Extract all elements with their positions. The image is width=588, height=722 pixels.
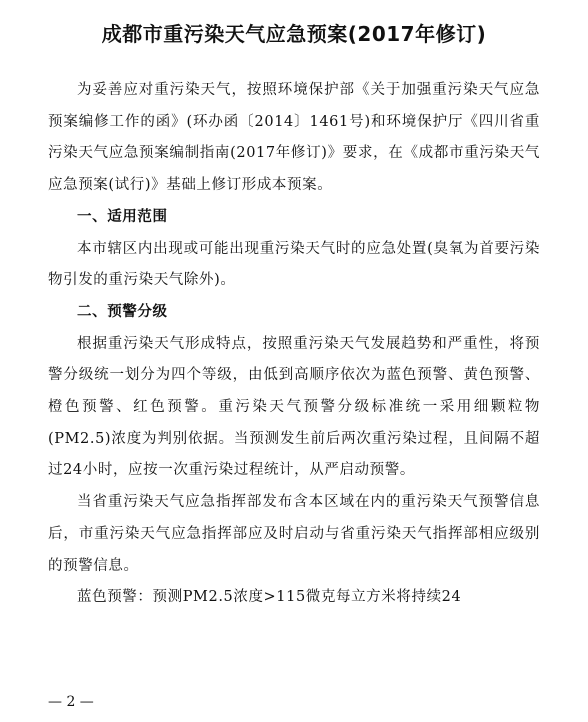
intro-paragraph: 为妥善应对重污染天气，按照环境保护部《关于加强重污染天气应急预案编修工作的函》(环办函〔2014〕1461号)和环境保护厅《四川省重污染天气应急预案编制指南(2017年修订)》要求，在《成都市重污染天气应急预案(试行)》基础上修订形成本预案。 (48, 82, 540, 194)
document-title: 成都市重污染天气应急预案(2017年修订) (101, 22, 487, 46)
document-body (48, 75, 540, 614)
section-heading-warning-levels: 二、预警分级 (77, 303, 168, 320)
scope-paragraph: 本市辖区内出现或可能出现重污染天气时的应急处置(臭氧为首要污染物引发的重污染天气除外)。 (48, 240, 540, 289)
warning-levels-paragraph: 根据重污染天气形成特点，按照重污染天气发展趋势和严重性，将预警分级统一划分为四个等级，由低到高顺序依次为蓝色预警、黄色预警、橙色预警、红色预警。重污染天气预警分级标准统一采用细颗粒物(PM2.5)浓度为判别依据。当预测发生前后两次重污染过程，且间隔不超过24小时，应按一次重污染过程统计，从严启动预警。 (48, 335, 540, 479)
blue-warning-paragraph: 蓝色预警：预测PM2.5浓度>115微克每立方米将持续24 (77, 589, 462, 606)
section-heading-scope: 一、适用范围 (77, 208, 168, 225)
provincial-warning-paragraph: 当省重污染天气应急指挥部发布含本区域在内的重污染天气预警信息后，市重污染天气应急指挥部应及时启动与省重污染天气指挥部相应级别的预警信息。 (48, 494, 540, 574)
page-number: — 2 — (48, 694, 94, 710)
